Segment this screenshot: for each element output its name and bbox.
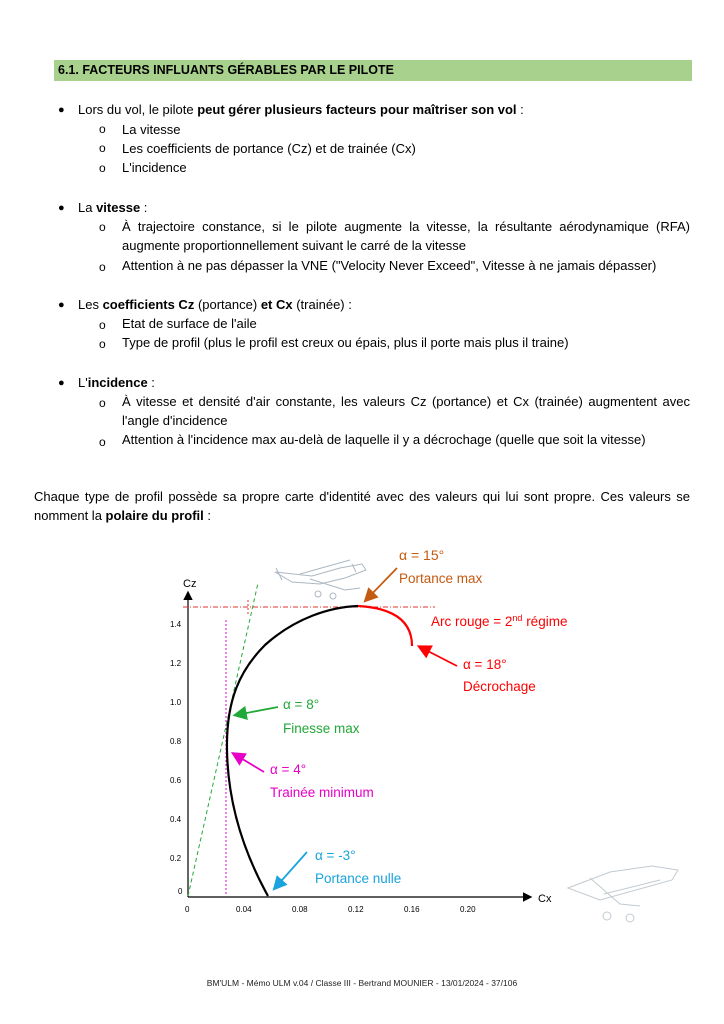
sub-bullet: o	[99, 161, 106, 175]
section-title: 6.1. FACTEURS INFLUANTS GÉRABLES PAR LE PILOTE	[58, 63, 394, 77]
annotation-alpha-4	[234, 754, 374, 800]
vitesse-item: Attention à ne pas dépasser la VNE ("Velocity Never Exceed", Vitesse à ne jamais dépasser)	[122, 258, 657, 273]
bullet-dot: ●	[58, 377, 65, 389]
bullet-dot: ●	[58, 299, 65, 311]
intro-item: La vitesse	[122, 122, 181, 137]
y-tick-label: 1.4	[170, 620, 182, 629]
sub-bullet: o	[99, 396, 106, 410]
sub-bullet: o	[99, 318, 106, 332]
x-tick-label: 0.20	[460, 905, 476, 914]
arrow-decrochage	[420, 647, 457, 666]
annotation-alpha-minus-3	[275, 848, 401, 888]
y-tick-label: 0.8	[170, 737, 182, 746]
finesse-tangent-line	[188, 583, 258, 896]
annotation-label: Portance nulle	[315, 871, 402, 886]
y-tick-label: 0.2	[170, 854, 182, 863]
annotation-alpha-8	[236, 697, 360, 736]
y-tick-label: 1.0	[170, 698, 182, 707]
bullet-dot: ●	[58, 202, 65, 214]
aircraft-sketch-bottom	[568, 866, 678, 922]
arrow-portance-max	[366, 568, 397, 600]
y-tick-label: 0.4	[170, 815, 182, 824]
annotation-title: α = 4°	[270, 762, 307, 777]
annotation-title: Arc rouge = 2nd régime	[431, 613, 568, 629]
annotation-label: Finesse max	[283, 721, 360, 736]
vitesse-line: La vitesse :	[78, 200, 148, 215]
annotation-alpha-15	[366, 547, 483, 600]
intro-item: L'incidence	[122, 160, 187, 175]
annotation-red-arc	[431, 613, 567, 629]
incidence-item: Attention à l'incidence max au-delà de laquelle il y a décrochage (quelle que soit la vitesse)	[122, 432, 646, 447]
annotation-label: Trainée minimum	[270, 785, 374, 800]
y-tick-label: 0	[178, 887, 183, 896]
intro-item: Les coefficients de portance (Cz) et de trainée (Cx)	[122, 141, 416, 156]
coefficients-item: Type de profil (plus le profil est creux ou épais, plus il porte mais plus il traine)	[122, 335, 569, 350]
x-tick-label: 0.04	[236, 905, 252, 914]
annotation-title: α = 15°	[399, 547, 445, 563]
sub-bullet: o	[99, 122, 106, 136]
annotation-title: α = 8°	[283, 697, 320, 712]
sub-bullet: o	[99, 220, 106, 234]
x-tick-label: 0.12	[348, 905, 364, 914]
sub-bullet: o	[99, 337, 106, 351]
sub-bullet: o	[99, 435, 106, 449]
x-axis-label: Cx	[538, 893, 552, 905]
annotation-label: Portance max	[399, 571, 483, 586]
annotation-alpha-18	[420, 647, 536, 694]
polar-chart	[0, 530, 724, 970]
annotation-title: α = 18°	[463, 657, 507, 672]
bullet-dot: ●	[58, 104, 65, 116]
sub-bullet: o	[99, 260, 106, 274]
sub-bullet: o	[99, 141, 106, 155]
y-tick-label: 1.2	[170, 659, 182, 668]
annotation-label: Décrochage	[463, 679, 536, 694]
x-tick-label: 0.08	[292, 905, 308, 914]
aircraft-sketch-top	[275, 560, 366, 599]
annotation-title: α = -3°	[315, 848, 356, 863]
vitesse-item: À trajectoire constance, si le pilote augmente la vitesse, la résultante aérodynamique (RFA) augmente proportionnellement suivant le carré de la vitesse	[122, 219, 690, 253]
arrow-portance-nulle	[275, 852, 307, 888]
incidence-line: L'incidence :	[78, 375, 155, 390]
incidence-item: À vitesse et densité d'air constante, les valeurs Cz (portance) et Cx (trainée) augmentent avec l'angle d'incidence	[122, 394, 690, 428]
polaire-paragraph: Chaque type de profil possède sa propre carte d'identité avec des valeurs qui lui sont propre. Ces valeurs se nomment la polaire du profil :	[34, 489, 690, 523]
arrow-trainee-minimum	[234, 754, 264, 772]
y-tick-label: 0.6	[170, 776, 182, 785]
coefficients-item: Etat de surface de l'aile	[122, 316, 257, 331]
x-tick-label: 0.16	[404, 905, 420, 914]
page-footer: BM'ULM - Mémo ULM v.04 / Classe III - Bertrand MOUNIER - 13/01/2024 - 37/106	[206, 978, 518, 988]
intro-line: Lors du vol, le pilote peut gérer plusieurs facteurs pour maîtriser son vol :	[78, 102, 524, 117]
polar-curve-red-arc	[358, 606, 412, 646]
section-header	[54, 60, 692, 81]
y-axis-label: Cz	[183, 578, 197, 590]
x-tick-label: 0	[185, 905, 190, 914]
coefficients-line: Les coefficients Cz (portance) et Cx (trainée) :	[78, 297, 352, 312]
arrow-finesse-max	[236, 707, 278, 715]
